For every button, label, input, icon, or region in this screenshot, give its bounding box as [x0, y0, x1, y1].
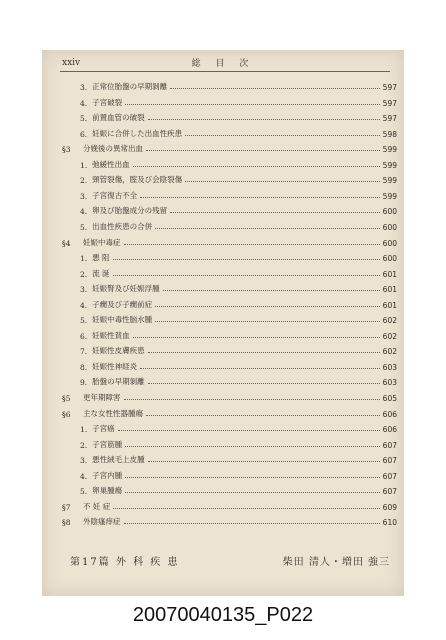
toc-leader-dots — [133, 336, 380, 338]
toc-entry-number: §7 — [62, 502, 71, 512]
toc-entry-number: §3 — [62, 145, 71, 155]
toc-entry — [80, 451, 397, 465]
toc-entry-page: 600 — [382, 238, 397, 248]
toc-entry-number: 9. — [80, 378, 88, 388]
toc-entry-page: 607 — [382, 456, 397, 466]
toc-entry — [80, 482, 397, 496]
toc-entry-page: 606 — [382, 425, 397, 435]
page-title: 総 目 次 — [191, 59, 255, 69]
toc-entry-title: 妊娠中毒性脑水腫 — [92, 315, 153, 325]
toc-entry — [80, 327, 397, 341]
toc-entry-page: 607 — [382, 471, 397, 481]
toc-entry-title: 前置血管の破裂 — [92, 113, 145, 123]
toc-entry-title: 子宮筋腫 — [92, 439, 123, 449]
toc-leader-dots — [155, 320, 380, 322]
toc-leader-dots — [148, 460, 380, 462]
toc-entry-page: 600 — [382, 254, 397, 264]
toc-entry-title: 子宮癌 — [92, 424, 115, 434]
toc-entry-number: 3. — [80, 83, 88, 92]
toc-leader-dots — [125, 476, 380, 478]
toc-entry — [80, 467, 397, 481]
toc-leader-dots — [118, 429, 380, 431]
toc-entry-number: §8 — [62, 518, 71, 528]
toc-entry — [80, 171, 397, 185]
toc-entry-title: 不 妊 症 — [83, 501, 111, 511]
toc-entry-title: 胎盤の早期剝離 — [92, 377, 145, 387]
toc-entry-number: 4. — [80, 471, 88, 481]
toc-entry-number: §4 — [62, 238, 71, 248]
book-page — [42, 50, 404, 596]
toc-entry-number: §5 — [62, 394, 71, 403]
toc-entry-page: 599 — [382, 145, 397, 155]
toc-entry — [80, 358, 397, 372]
toc-entry-page: 601 — [382, 285, 397, 295]
toc-entry-page: 610 — [382, 518, 397, 528]
toc-entry-number: 4. — [80, 98, 88, 108]
toc-entry-number: 6. — [80, 129, 88, 139]
page-number-label: xxiv — [62, 58, 81, 68]
toc-entry — [62, 498, 397, 512]
toc-entry-page: 603 — [382, 362, 397, 372]
toc-entry-title: 外陰瘙痒症 — [83, 517, 121, 527]
toc-leader-dots — [185, 134, 380, 136]
toc-entry-page: 600 — [382, 222, 397, 232]
toc-entry-page: 597 — [382, 83, 397, 92]
toc-entry-number: 5. — [80, 487, 88, 497]
toc-entry-page: 602 — [382, 316, 397, 326]
toc-entry-page: 601 — [382, 300, 397, 310]
toc-entry-number: 2. — [80, 440, 88, 450]
toc-entry-title: 子宮内腫 — [92, 470, 123, 480]
toc-leader-dots — [125, 491, 380, 493]
toc-entry — [80, 436, 397, 450]
toc-entry-title: 妊娠性皮膚疾患 — [92, 346, 145, 356]
toc-entry-page: 602 — [382, 331, 397, 341]
toc-entry-title: 子宮復古不全 — [92, 190, 138, 200]
toc-leader-dots — [124, 243, 380, 245]
toc-entry-title: 卵及び胎盤成分の残留 — [92, 206, 168, 216]
toc-entry — [80, 94, 397, 108]
toc-entry — [80, 125, 397, 139]
toc-entry — [80, 342, 397, 356]
toc-entry-title: 妊娠腎及び妊娠浮腫 — [92, 284, 160, 294]
toc-leader-dots — [125, 103, 380, 105]
toc-entry-number: 2. — [80, 176, 88, 186]
toc-entry-number: 8. — [80, 362, 88, 372]
toc-entry — [80, 420, 397, 434]
toc-entry-title: 頸管裂傷，腟及び会陰裂傷 — [92, 175, 183, 185]
toc-leader-dots — [170, 87, 380, 89]
toc-entry-number: 6. — [80, 331, 88, 341]
toc-entry-page: 601 — [382, 269, 397, 279]
toc-leader-dots — [124, 398, 380, 400]
toc-leader-dots — [140, 367, 380, 369]
toc-entry-number: 4. — [80, 207, 88, 217]
toc-entry-page: 605 — [382, 394, 397, 403]
toc-leader-dots — [148, 351, 380, 353]
toc-leader-dots — [155, 227, 380, 229]
toc-entry — [80, 78, 397, 92]
toc-entry — [80, 109, 397, 123]
toc-entry — [62, 513, 397, 527]
toc-entry-page: 606 — [382, 409, 397, 419]
toc-entry-title: 妊娠に合併した出血性疾患 — [92, 128, 183, 138]
toc-entry-title: 卵巣腫瘍 — [92, 486, 123, 496]
toc-leader-dots — [113, 274, 380, 276]
toc-entry-page: 607 — [382, 440, 397, 450]
toc-entry — [80, 280, 397, 294]
toc-entry-page: 599 — [382, 191, 397, 201]
toc-leader-dots — [163, 289, 380, 291]
chapter-authors: 柴田 清人・増田 強三 — [282, 557, 390, 568]
toc-entry-page: 599 — [382, 176, 397, 186]
toc-entry-title: 分娩後の異常出血 — [83, 144, 143, 154]
toc-leader-dots — [124, 522, 380, 524]
toc-leader-dots — [146, 414, 380, 416]
toc-entry-title: 妊娠性神経炎 — [92, 361, 138, 371]
image-caption: 20070040135_P022 — [132, 604, 314, 626]
toc-entry-number: 3. — [80, 191, 88, 201]
toc-leader-dots — [155, 305, 380, 307]
toc-entry — [62, 389, 397, 403]
toc-entry-number: 1. — [80, 160, 88, 170]
toc-entry-title: 悪 阻 — [92, 253, 110, 263]
toc-leader-dots — [113, 507, 379, 509]
toc-entry-number: 7. — [80, 347, 88, 357]
toc-entry-number: 1. — [80, 254, 88, 264]
toc-entry-number: 3. — [80, 285, 88, 295]
toc-entry — [80, 311, 397, 325]
toc-leader-dots — [148, 382, 380, 384]
toc-entry — [62, 234, 397, 248]
toc-entry-page: 607 — [382, 487, 397, 497]
toc-entry — [80, 187, 397, 201]
toc-entry-page: 598 — [382, 129, 397, 139]
toc-entry-title: 子宮破裂 — [92, 97, 123, 107]
toc-entry — [80, 218, 397, 232]
toc-entry — [62, 405, 397, 419]
toc-leader-dots — [185, 180, 380, 182]
chapter-title: 第17篇 外 科 疾 患 — [70, 557, 180, 568]
toc-entry — [62, 140, 397, 154]
toc-entry-page: 600 — [382, 207, 397, 217]
toc-entry — [80, 202, 397, 216]
toc-entry-number: §6 — [62, 409, 71, 419]
toc-entry — [80, 156, 397, 170]
toc-entry — [80, 265, 397, 279]
toc-entry-title: 妊娠中毒症 — [83, 237, 121, 247]
toc-entry-title: 弛緩性出血 — [92, 159, 130, 169]
toc-leader-dots — [170, 211, 380, 213]
toc-entry-title: 出血性疾患の合併 — [92, 221, 153, 231]
toc-entry — [80, 373, 397, 387]
toc-entry-number: 1. — [80, 425, 88, 435]
toc-entry-number: 3. — [80, 456, 88, 466]
toc-entry-page: 599 — [382, 160, 397, 170]
toc-entry-title: 主な女性性器腫瘍 — [83, 408, 143, 418]
toc-entry-page: 597 — [382, 98, 397, 108]
toc-entry-title: 更年期障害 — [83, 393, 121, 402]
toc-entry-page: 603 — [382, 378, 397, 388]
toc-entry-number: 5. — [80, 114, 88, 124]
toc-leader-dots — [146, 149, 380, 151]
toc-entry-title: 悪性絨毛上皮腫 — [92, 455, 145, 465]
toc-entry-title: 子癇及び子癇前症 — [92, 299, 153, 309]
toc-entry-title: 正常位胎盤の早期剝離 — [92, 82, 168, 91]
toc-entry-page: 609 — [382, 502, 397, 512]
header-rule — [60, 71, 390, 72]
toc-entry-page: 602 — [382, 347, 397, 357]
toc-leader-dots — [113, 258, 380, 260]
toc-entry-number: 2. — [80, 269, 88, 279]
toc-entry-title: 妊娠性貧血 — [92, 330, 130, 340]
toc-leader-dots — [140, 196, 380, 198]
toc-entry-number: 4. — [80, 300, 88, 310]
toc-entry-number: 5. — [80, 316, 88, 326]
toc-entry-page: 597 — [382, 114, 397, 124]
toc-leader-dots — [125, 445, 380, 447]
toc-entry — [80, 249, 397, 263]
toc-entry-number: 5. — [80, 222, 88, 232]
toc-entry-title: 流 涎 — [92, 268, 110, 278]
toc-leader-dots — [133, 165, 380, 167]
toc-leader-dots — [148, 118, 380, 120]
toc-entry — [80, 296, 397, 310]
